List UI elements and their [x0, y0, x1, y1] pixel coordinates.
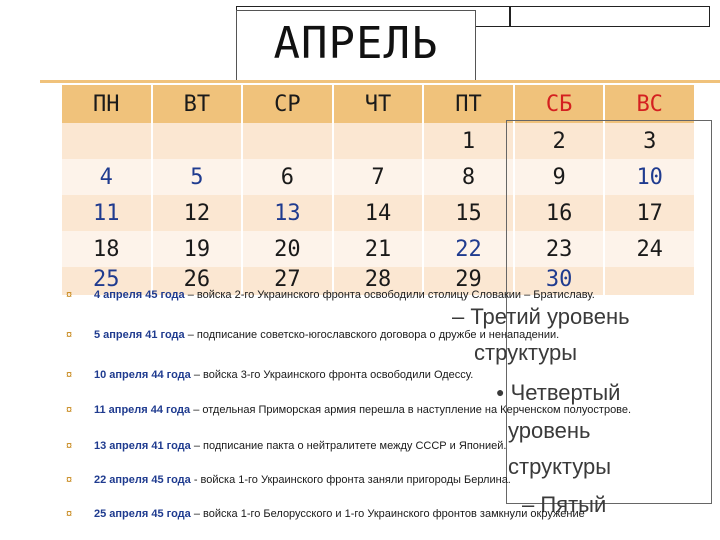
day-cell: 28: [333, 267, 424, 295]
weekday-fri: ПТ: [423, 85, 514, 123]
bullet-x-icon: ¤: [66, 329, 73, 341]
day-cell: [61, 123, 152, 159]
list-item: [62, 439, 702, 453]
day-cell: 22: [423, 231, 514, 267]
event-date: 11 апреля 44 года: [94, 404, 191, 416]
event-text: - войска 1-го Украинского фронта заняли пригороды Берлина.: [190, 474, 511, 486]
day-cell: 27: [242, 267, 333, 295]
event-text: – войска 3-го Украинского фронта освободили Одессу.: [190, 369, 474, 381]
day-cell: 8: [423, 159, 514, 195]
bullet-x-icon: ¤: [66, 404, 73, 416]
day-cell: 16: [514, 195, 605, 231]
page-title: АПРЕЛЬ: [273, 18, 439, 69]
weekday-sun: ВС: [604, 85, 695, 123]
placeholder-text-structure-2: структуры: [508, 454, 612, 479]
event-text: – подписание пакта о нейтралитете между СССР и Японией.: [190, 440, 507, 452]
day-cell: 20: [242, 231, 333, 267]
day-cell: 19: [152, 231, 243, 267]
day-cell: 3: [604, 123, 695, 159]
weekday-tue: ВТ: [152, 85, 243, 123]
day-cell: 14: [333, 195, 424, 231]
day-cell: 17: [604, 195, 695, 231]
day-cell: 30: [514, 267, 605, 295]
day-cell: 23: [514, 231, 605, 267]
day-cell: 1: [423, 123, 514, 159]
bullet-x-icon: ¤: [66, 474, 73, 486]
day-cell: 26: [152, 267, 243, 295]
event-text: – подписание советско-югославского договора о дружбе и ненападении.: [184, 329, 560, 341]
list-item: [62, 403, 674, 417]
placeholder-text-level5: – Пятый: [522, 492, 607, 517]
day-cell: 11: [61, 195, 152, 231]
day-cell: 21: [333, 231, 424, 267]
events-list: [62, 288, 702, 521]
event-text: – отдельная Приморская армия перешла в наступление на Керченском полуострове.: [190, 404, 632, 416]
placeholder-text-level: уровень: [508, 418, 591, 443]
day-cell: 15: [423, 195, 514, 231]
day-cell: 10: [604, 159, 695, 195]
bullet-dot-icon: ●: [496, 384, 505, 400]
list-item: [62, 507, 702, 521]
event-date: 22 апреля 45 года: [94, 474, 191, 486]
list-item: [62, 473, 702, 487]
placeholder-text-level3: – Третий уровень: [452, 304, 630, 329]
day-cell: 25: [61, 267, 152, 295]
event-text: – войска 1-го Белорусского и 1-го Украинского фронтов замкнули окружение: [190, 508, 585, 520]
weekday-sat: СБ: [514, 85, 605, 123]
event-text: – войска 2-го Украинского фронта освободили столицу Словакии – Братиславу.: [184, 289, 595, 301]
list-item: [62, 328, 702, 342]
day-cell: 13: [242, 195, 333, 231]
day-cell: 18: [61, 231, 152, 267]
day-cell: [152, 123, 243, 159]
top-frame-right: [510, 6, 710, 27]
event-date: 10 апреля 44 года: [94, 369, 191, 381]
event-date: 5 апреля 41 года: [94, 329, 185, 341]
day-cell: 9: [514, 159, 605, 195]
day-cell: [333, 123, 424, 159]
bullet-x-icon: ¤: [66, 289, 73, 301]
day-cell: 29: [423, 267, 514, 295]
weekday-wed: СР: [242, 85, 333, 123]
weekday-thu: ЧТ: [333, 85, 424, 123]
day-cell: 12: [152, 195, 243, 231]
list-item: [62, 368, 702, 382]
divider-line: [40, 80, 720, 83]
bullet-x-icon: ¤: [66, 440, 73, 452]
day-cell: 2: [514, 123, 605, 159]
weekday-mon: ПН: [61, 85, 152, 123]
placeholder-text-structure: структуры: [474, 340, 578, 365]
day-cell: 5: [152, 159, 243, 195]
placeholder-text-level4-label: Четвертый: [510, 380, 621, 405]
event-date: 4 апреля 45 года: [94, 289, 185, 301]
bullet-x-icon: ¤: [66, 508, 73, 520]
day-cell: 24: [604, 231, 695, 267]
weekday-header-row: [61, 85, 695, 123]
day-cell: 7: [333, 159, 424, 195]
day-cell: [242, 123, 333, 159]
day-cell: 6: [242, 159, 333, 195]
day-cell: 4: [61, 159, 152, 195]
event-date: 13 апреля 41 года: [94, 440, 191, 452]
event-date: 25 апреля 45 года: [94, 508, 191, 520]
list-item: [62, 288, 702, 302]
bullet-x-icon: ¤: [66, 369, 73, 381]
